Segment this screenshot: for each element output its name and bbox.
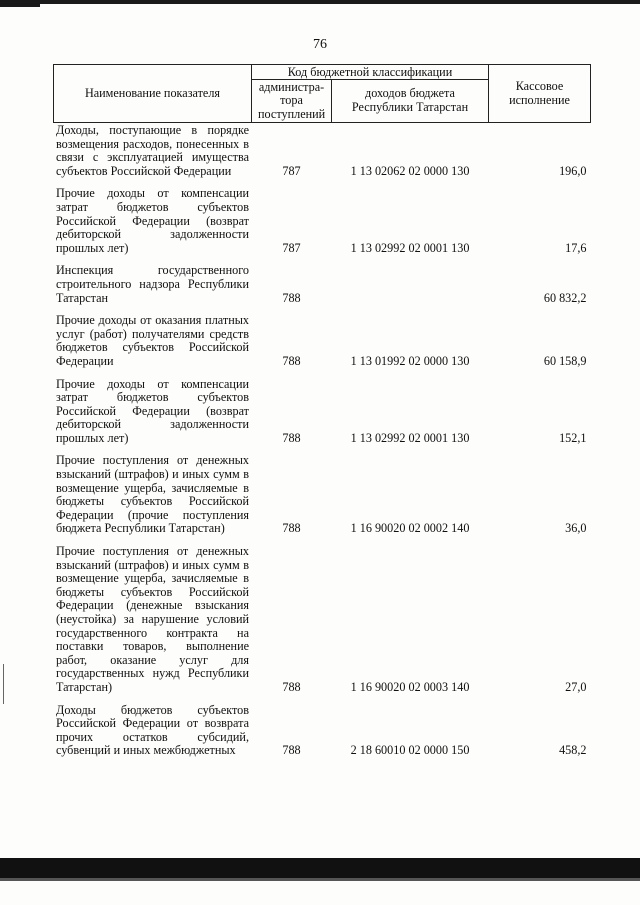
header-cash-execution: Кассовое исполнение [489,65,591,123]
row-revenue-code: 1 16 90020 02 0003 140 [332,544,489,703]
row-name: Прочие поступления от денежных взысканий (штрафов) и иных сумм в возмещение ущерба, зачисляемые в бюджеты субъектов Российской Федерации (прочие поступления бюджета Республики Татарстан) [54,453,252,544]
row-name: Прочие доходы от компенсации затрат бюджетов субъектов Российской Федерации (возврат дебиторской задолженности прошлых лет) [54,377,252,454]
row-name: Доходы бюджетов субъектов Российской Федерации от возврата прочих остатков субсидий, субвенций и иных межбюджетных [54,703,252,766]
row-amount: 196,0 [489,123,591,187]
header-name: Наименование показателя [54,65,252,123]
row-name: Прочие доходы от компенсации затрат бюджетов субъектов Российской Федерации (возврат дебиторской задолженности прошлых лет) [54,186,252,263]
table-row [54,313,591,376]
row-amount: 458,2 [489,703,591,766]
row-revenue-code: 1 13 01992 02 0000 130 [332,313,489,376]
row-revenue-code: 1 13 02992 02 0001 130 [332,186,489,263]
row-administrator-code: 788 [252,377,332,454]
row-amount: 60 158,9 [489,313,591,376]
row-revenue-code: 1 13 02992 02 0001 130 [332,377,489,454]
table-row [54,123,591,187]
row-name: Прочие поступления от денежных взысканий (штрафов) и иных сумм в возмещение ущерба, зачисляемые в бюджеты субъектов Российской Федерации (денежные взыскания (неустойка) за нарушение условий государственного контракта на поставки товаров, выполнение работ, оказание услуг для государственных нужд Республики Татарстан) [54,544,252,703]
row-revenue-code [332,263,489,313]
row-revenue-code: 1 13 02062 02 0000 130 [332,123,489,187]
row-name: Доходы, поступающие в порядке возмещения расходов, понесенных в связи с эксплуатацией имущества субъектов Российской Федерации [54,123,252,187]
revenue-table [53,64,591,766]
row-revenue-code: 2 18 60010 02 0000 150 [332,703,489,766]
header-administrator: администра-тора поступлений [252,80,332,123]
row-administrator-code: 788 [252,544,332,703]
row-amount: 17,6 [489,186,591,263]
row-administrator-code: 787 [252,186,332,263]
table-body [54,123,591,766]
row-administrator-code: 788 [252,263,332,313]
row-administrator-code: 788 [252,703,332,766]
table-row [54,377,591,454]
table-row [54,186,591,263]
row-amount: 27,0 [489,544,591,703]
table-header [54,65,591,123]
row-amount: 36,0 [489,453,591,544]
scan-top-edge-mark [0,4,40,7]
row-name: Прочие доходы от оказания платных услуг (работ) получателями средств бюджетов субъектов Российской Федерации [54,313,252,376]
scan-bottom-edge-shadow [0,878,640,881]
row-amount: 152,1 [489,377,591,454]
scan-bottom-edge [0,858,640,878]
page-number: 76 [313,37,327,52]
scan-top-edge [0,0,640,4]
row-administrator-code: 788 [252,313,332,376]
row-name: Инспекция государственного строительного надзора Республики Татарстан [54,263,252,313]
table-row [54,263,591,313]
table-row [54,453,591,544]
table-row [54,544,591,703]
scan-margin-mark [3,664,4,704]
row-administrator-code: 787 [252,123,332,187]
table-row [54,703,591,766]
header-classification: Код бюджетной классификации [252,65,489,80]
row-amount: 60 832,2 [489,263,591,313]
row-administrator-code: 788 [252,453,332,544]
header-revenue-code: доходов бюджета Республики Татарстан [332,80,489,123]
row-revenue-code: 1 16 90020 02 0002 140 [332,453,489,544]
